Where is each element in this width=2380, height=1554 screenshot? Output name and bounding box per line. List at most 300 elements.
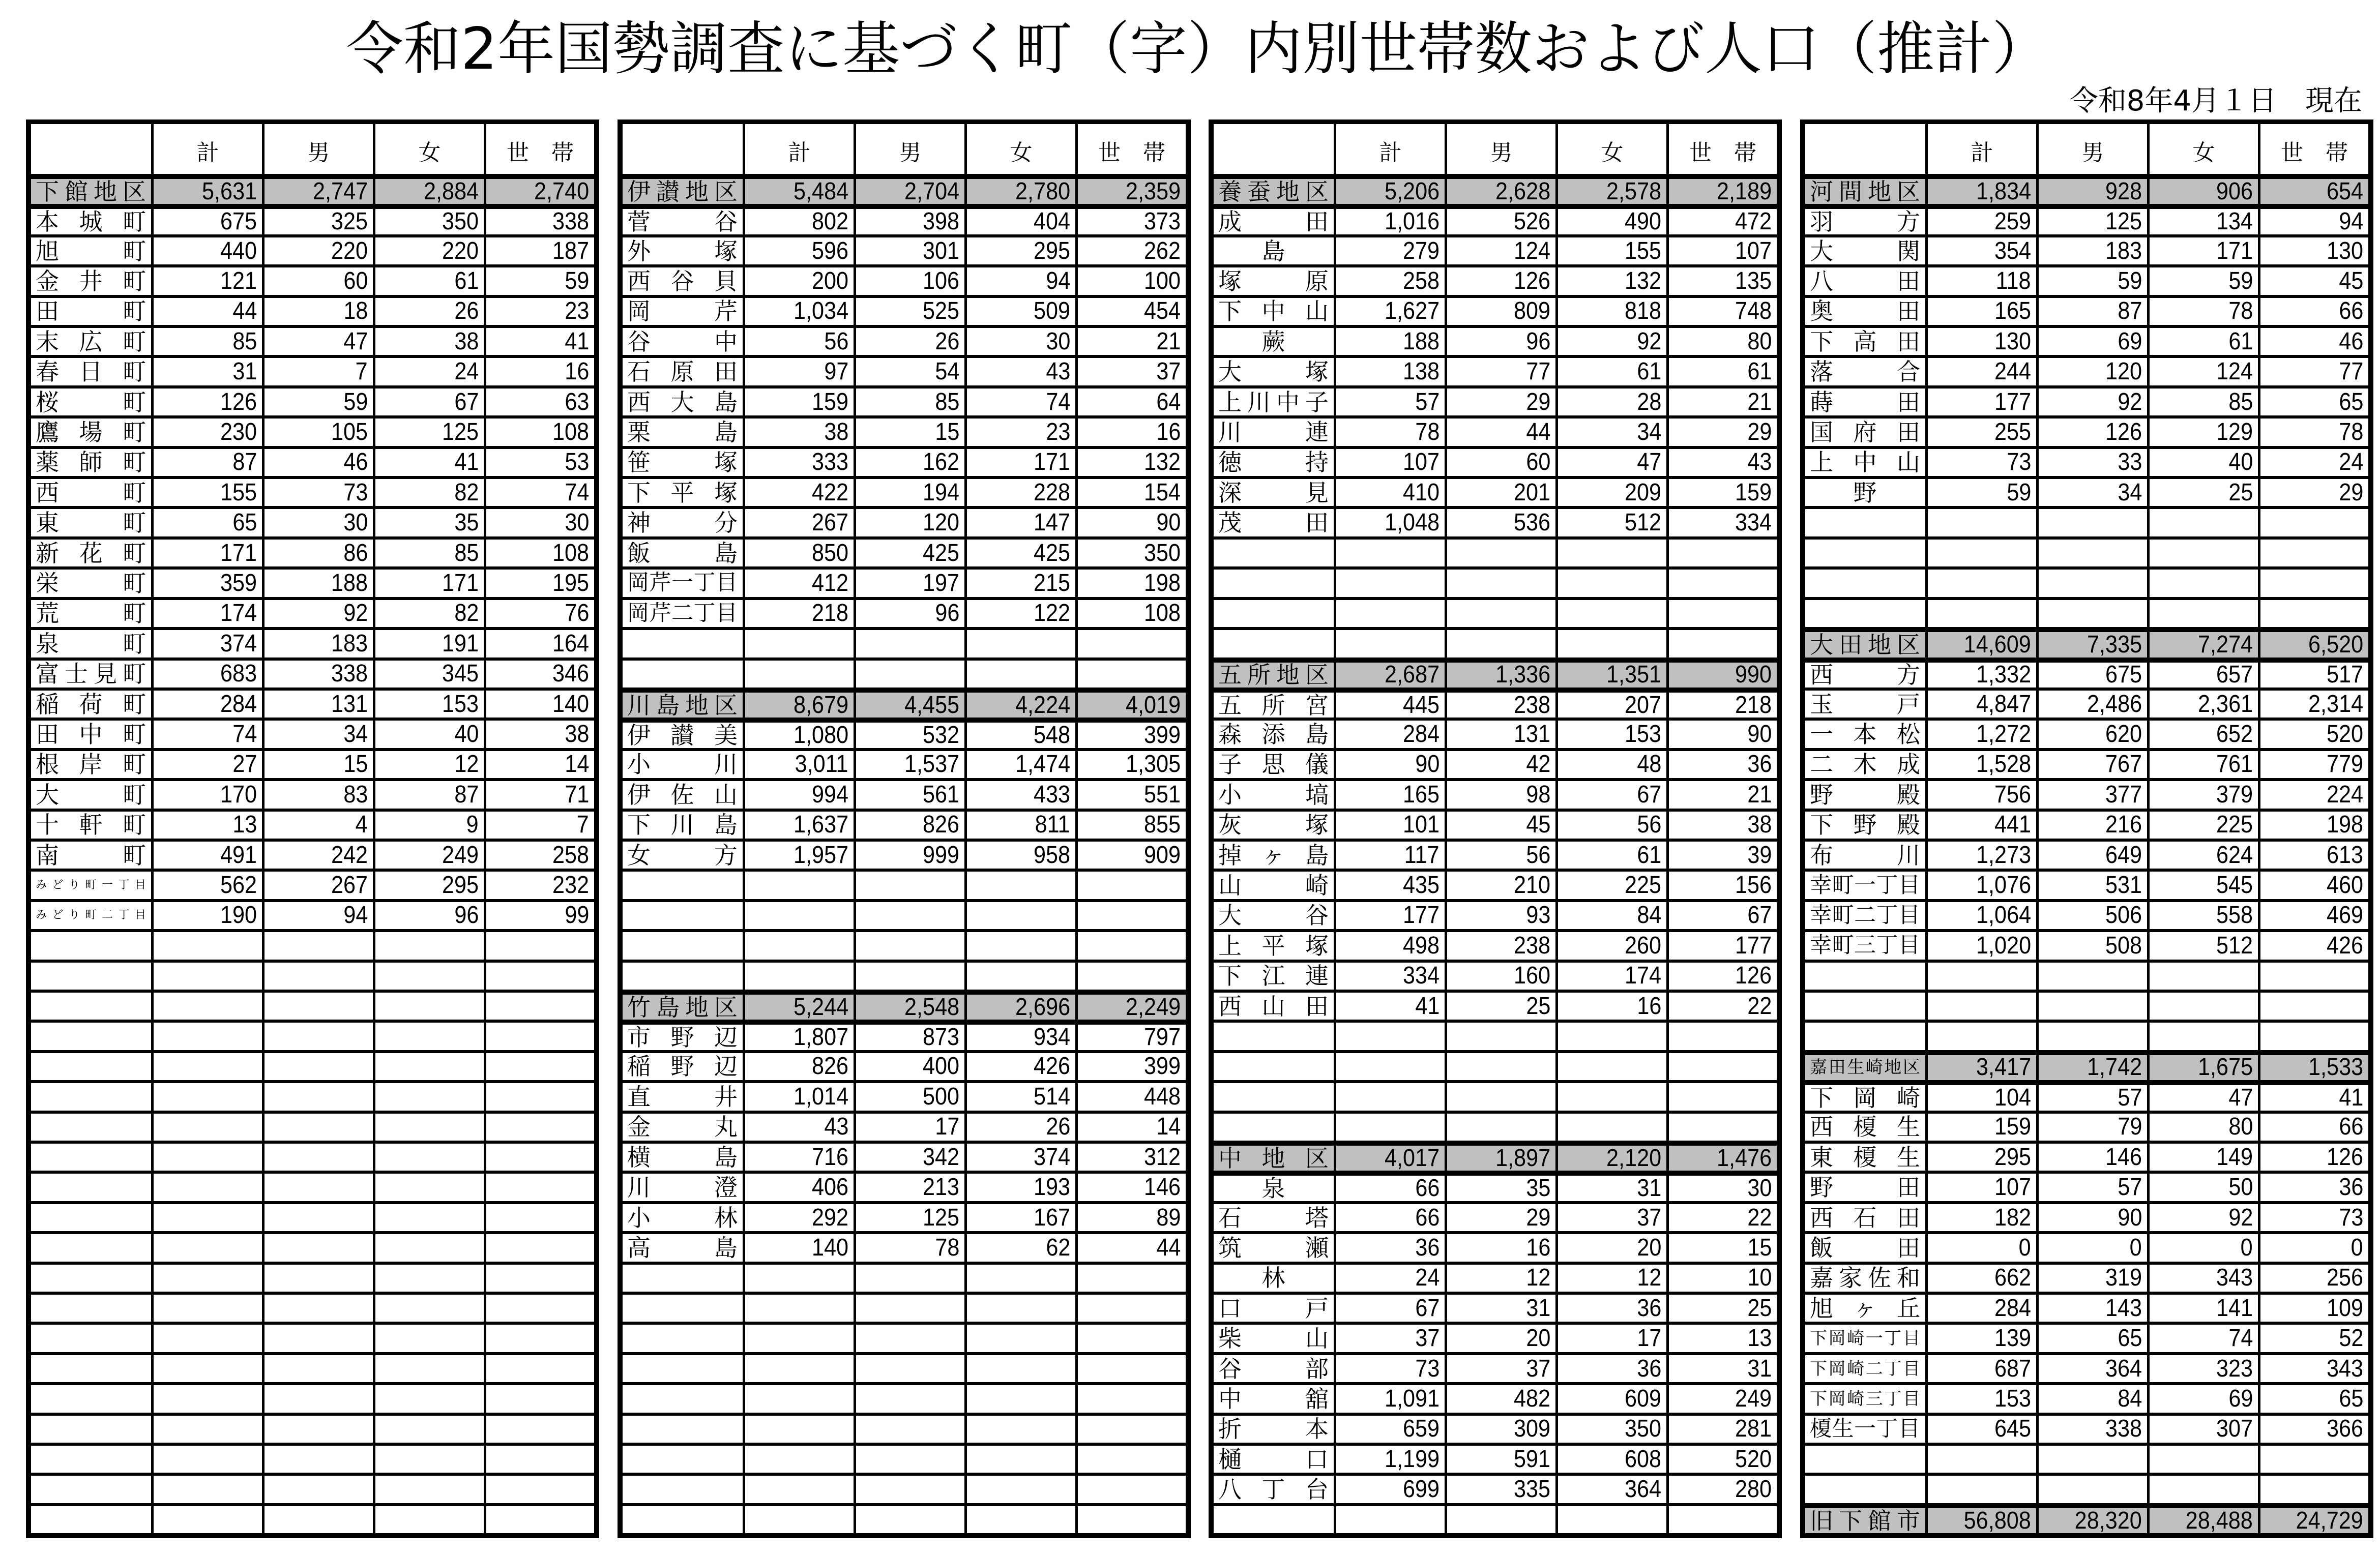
area-name-cell xyxy=(1214,1201,1334,1231)
area-name-cell xyxy=(623,1111,743,1141)
male-cell xyxy=(265,778,373,808)
households-cell xyxy=(1078,658,1186,688)
households-cell xyxy=(2260,174,2368,204)
female-cell xyxy=(967,1382,1075,1412)
households-value: 71 xyxy=(564,781,589,808)
households-cell xyxy=(486,385,594,415)
name-char: 島 xyxy=(714,811,738,839)
name-char: 花 xyxy=(79,539,103,567)
area-name-cell xyxy=(1805,234,1925,264)
households-value: 36 xyxy=(2338,1174,2363,1201)
total-value: 36 xyxy=(1415,1234,1439,1261)
name-char: 中 xyxy=(714,327,738,355)
households-cell xyxy=(486,295,594,325)
name-char: 蚕 xyxy=(1247,177,1271,204)
name-char: 榎 xyxy=(1853,1113,1877,1141)
female-cell xyxy=(375,658,484,688)
name-char: 島 xyxy=(714,388,738,416)
male-cell xyxy=(2039,809,2147,839)
female-cell xyxy=(375,1080,484,1110)
name-char: 川 xyxy=(670,811,694,839)
name-char: 泉 xyxy=(36,630,59,658)
area-name-cell xyxy=(1805,1171,1925,1201)
name-char: 山 xyxy=(1261,992,1285,1020)
total-cell xyxy=(745,929,854,959)
households-cell xyxy=(486,1080,594,1110)
households-value: 135 xyxy=(1735,267,1772,294)
households-cell xyxy=(486,688,594,718)
total-value: 117 xyxy=(1404,841,1439,869)
female-value: 17 xyxy=(1636,1325,1661,1352)
area-name-cell xyxy=(31,446,151,476)
name-char: 岡 xyxy=(1828,1328,1846,1349)
households-value: 0 xyxy=(2350,1234,2363,1261)
male-value: 98 xyxy=(1525,781,1550,808)
households-cell xyxy=(1669,325,1777,355)
area-name-cell xyxy=(1805,1352,1925,1382)
female-cell xyxy=(375,1020,484,1050)
female-cell xyxy=(967,264,1075,294)
total-value: 1,020 xyxy=(1976,932,2031,959)
households-cell xyxy=(2260,1020,2368,1050)
female-value: 295 xyxy=(442,872,479,899)
total-cell xyxy=(1336,960,1445,990)
households-cell xyxy=(2260,415,2368,445)
area-name-cell xyxy=(1214,658,1334,688)
total-cell xyxy=(745,355,854,385)
name-char: 谷 xyxy=(670,267,694,295)
name-char: 部 xyxy=(1305,1355,1329,1383)
name-char: 下 xyxy=(1810,811,1833,839)
name-char: 下 xyxy=(627,811,651,839)
name-char: 小 xyxy=(1218,781,1242,809)
female-cell xyxy=(1558,1413,1666,1443)
male-cell xyxy=(2039,990,2147,1020)
male-value: 809 xyxy=(1513,297,1550,325)
total-value: 78 xyxy=(1415,418,1439,445)
female-cell xyxy=(375,1171,484,1201)
name-char: 目 xyxy=(1902,1358,1920,1379)
female-cell xyxy=(375,1352,484,1382)
name-char: 大 xyxy=(36,781,59,809)
name-char: 儀 xyxy=(1305,751,1329,779)
households-cell xyxy=(2260,566,2368,596)
female-cell xyxy=(375,1443,484,1473)
name-char: 岡 xyxy=(627,570,649,596)
total-value: 410 xyxy=(1402,479,1439,506)
male-value: 78 xyxy=(934,1234,959,1261)
area-name-cell xyxy=(31,1141,151,1171)
male-value: 2,704 xyxy=(904,177,959,204)
area-name-cell xyxy=(31,566,151,596)
name-char: 下 xyxy=(1810,1084,1833,1111)
name-char: 澄 xyxy=(714,1174,738,1201)
female-value: 191 xyxy=(442,630,479,657)
male-cell xyxy=(265,1262,373,1292)
total-cell xyxy=(1336,506,1445,536)
total-value: 1,014 xyxy=(793,1083,848,1110)
male-cell xyxy=(265,990,373,1020)
total-cell xyxy=(1928,1352,2036,1382)
households-cell xyxy=(1078,1171,1186,1201)
male-cell xyxy=(856,385,964,415)
total-cell xyxy=(1928,990,2036,1020)
households-value: 2,189 xyxy=(1716,177,1772,204)
male-value: 999 xyxy=(922,841,959,869)
households-cell xyxy=(2260,597,2368,627)
female-cell xyxy=(1558,627,1666,657)
total-value: 13 xyxy=(232,811,257,839)
area-name-cell xyxy=(623,869,743,899)
male-value: 2,628 xyxy=(1495,177,1550,204)
name-char: 町 xyxy=(123,690,146,718)
female-value: 24 xyxy=(454,358,479,385)
total-value: 334 xyxy=(1402,962,1439,990)
female-value: 92 xyxy=(1636,327,1661,355)
female-value: 295 xyxy=(1033,237,1070,264)
total-cell xyxy=(745,476,854,506)
total-cell xyxy=(154,990,262,1020)
households-value: 36 xyxy=(1747,751,1772,778)
male-value: 125 xyxy=(2105,208,2142,234)
households-value: 63 xyxy=(564,388,589,415)
total-cell xyxy=(1336,1080,1445,1110)
name-char: 玉 xyxy=(1810,690,1833,718)
area-name-cell xyxy=(31,1382,151,1412)
male-cell xyxy=(1447,1080,1555,1110)
households-cell xyxy=(2260,446,2368,476)
total-cell xyxy=(154,960,262,990)
name-char: 区 xyxy=(1305,177,1329,204)
name-char: 町 xyxy=(85,909,97,922)
total-value: 422 xyxy=(811,479,848,506)
total-cell xyxy=(1928,718,2036,748)
male-cell xyxy=(1447,658,1555,688)
male-cell xyxy=(1447,1201,1555,1231)
male-value: 188 xyxy=(331,569,368,596)
female-cell xyxy=(375,1141,484,1171)
male-value: 77 xyxy=(1525,358,1550,385)
name-char: 町 xyxy=(123,297,146,325)
households-value: 99 xyxy=(564,902,589,929)
male-cell xyxy=(1447,839,1555,869)
female-cell xyxy=(967,1080,1075,1110)
total-value: 498 xyxy=(1402,932,1439,959)
male-cell xyxy=(265,234,373,264)
total-value: 359 xyxy=(220,569,257,596)
name-char: み xyxy=(36,879,47,892)
male-cell xyxy=(1447,415,1555,445)
total-value: 1,064 xyxy=(1976,902,2031,929)
total-value: 14,609 xyxy=(1963,631,2031,658)
total-cell xyxy=(154,627,262,657)
area-name-cell xyxy=(1214,264,1334,294)
male-cell xyxy=(1447,1382,1555,1412)
female-cell xyxy=(375,1473,484,1503)
area-name-cell xyxy=(1805,566,1925,596)
total-cell xyxy=(1336,869,1445,899)
area-name-cell xyxy=(1214,1050,1334,1080)
female-cell xyxy=(375,1503,484,1533)
male-value: 536 xyxy=(1513,509,1550,536)
area-name-cell xyxy=(623,234,743,264)
area-name-cell xyxy=(1805,839,1925,869)
households-value: 613 xyxy=(2326,841,2363,869)
male-cell xyxy=(856,809,964,839)
male-value: 120 xyxy=(922,509,959,536)
male-cell xyxy=(856,990,964,1020)
name-char: 一 xyxy=(1854,1416,1876,1442)
female-value: 94 xyxy=(1045,267,1070,294)
female-value: 85 xyxy=(2228,388,2253,415)
households-value: 76 xyxy=(564,600,589,627)
name-char: 島 xyxy=(1305,721,1329,748)
total-value: 87 xyxy=(232,449,257,476)
male-value: 35 xyxy=(1525,1175,1550,1201)
name-char: 東 xyxy=(1810,1143,1833,1171)
households-cell xyxy=(2260,658,2368,688)
households-cell xyxy=(486,1020,594,1050)
name-char: 瀬 xyxy=(1305,1234,1329,1262)
households-cell xyxy=(486,446,594,476)
as-of-date: 令和8年4月１日 現在 xyxy=(2069,84,2362,117)
name-char: 府 xyxy=(1853,418,1877,446)
female-cell xyxy=(2150,748,2258,778)
name-char: 野 xyxy=(1810,781,1833,809)
households-cell xyxy=(1669,1473,1777,1503)
total-cell xyxy=(745,748,854,778)
name-char: 丁 xyxy=(693,600,716,626)
households-value: 10 xyxy=(1747,1264,1772,1292)
female-cell xyxy=(375,415,484,445)
male-value: 338 xyxy=(331,660,368,688)
name-char: 菅 xyxy=(627,208,651,234)
male-cell xyxy=(2039,1141,2147,1171)
female-value: 323 xyxy=(2216,1355,2253,1382)
name-char: 伊 xyxy=(627,781,651,809)
name-char: 田 xyxy=(36,297,59,325)
male-value: 44 xyxy=(1525,418,1550,445)
female-cell xyxy=(2150,899,2258,929)
total-cell xyxy=(745,1111,854,1141)
header-blank-cell xyxy=(1805,124,1925,174)
total-cell xyxy=(745,1503,854,1533)
male-cell xyxy=(856,929,964,959)
households-cell xyxy=(486,476,594,506)
area-name-cell xyxy=(623,1050,743,1080)
area-name-cell xyxy=(1805,1020,1925,1050)
households-value: 130 xyxy=(2326,237,2363,264)
female-value: 343 xyxy=(2216,1264,2253,1292)
name-char: 荒 xyxy=(36,600,59,627)
total-cell xyxy=(1336,1171,1445,1201)
total-cell xyxy=(1928,1473,2036,1503)
male-value: 12 xyxy=(1525,1264,1550,1292)
name-char: 地 xyxy=(1884,1057,1902,1078)
total-cell xyxy=(1928,839,2036,869)
total-cell xyxy=(154,325,262,355)
total-cell xyxy=(1928,597,2036,627)
total-cell xyxy=(1928,627,2036,657)
total-cell xyxy=(745,658,854,688)
female-value: 47 xyxy=(1636,449,1661,476)
area-name-cell xyxy=(1805,627,1925,657)
total-value: 56,808 xyxy=(1963,1507,2031,1534)
households-cell xyxy=(1669,1231,1777,1261)
male-value: 60 xyxy=(343,267,368,294)
households-value: 59 xyxy=(564,267,589,294)
name-char: 町 xyxy=(123,509,146,536)
total-cell xyxy=(745,174,854,204)
area-name-cell xyxy=(623,1231,743,1261)
total-value: 1,957 xyxy=(793,841,848,869)
male-cell xyxy=(856,234,964,264)
male-cell xyxy=(1447,748,1555,778)
female-cell xyxy=(1558,1080,1666,1110)
total-value: 284 xyxy=(1994,1294,2031,1322)
total-value: 1,080 xyxy=(793,722,848,748)
total-value: 1,807 xyxy=(793,1024,848,1050)
female-value: 174 xyxy=(1624,962,1661,990)
households-value: 338 xyxy=(552,208,589,234)
female-value: 50 xyxy=(2228,1174,2253,1201)
name-char: 下 xyxy=(1810,327,1833,355)
male-value: 242 xyxy=(331,841,368,869)
name-char: 一 xyxy=(1865,1328,1883,1349)
male-cell xyxy=(1447,355,1555,385)
name-char: 添 xyxy=(1261,721,1285,748)
name-char: 区 xyxy=(1902,1057,1920,1078)
female-value: 82 xyxy=(454,600,479,627)
total-cell xyxy=(745,1473,854,1503)
total-value: 441 xyxy=(1994,811,2031,839)
households-cell xyxy=(1078,566,1186,596)
households-cell xyxy=(1669,174,1777,204)
female-cell xyxy=(1558,869,1666,899)
name-char: 目 xyxy=(1898,933,1920,959)
female-cell xyxy=(967,1231,1075,1261)
male-cell xyxy=(1447,476,1555,506)
total-cell xyxy=(154,1503,262,1533)
area-name-cell xyxy=(1805,929,1925,959)
name-char: ヶ xyxy=(1853,1294,1877,1322)
female-cell xyxy=(375,899,484,929)
households-value: 779 xyxy=(2326,751,2363,778)
male-cell xyxy=(856,566,964,596)
area-name-cell xyxy=(31,627,151,657)
households-value: 343 xyxy=(2326,1355,2363,1382)
households-value: 21 xyxy=(1747,388,1772,415)
female-cell xyxy=(967,1443,1075,1473)
female-value: 87 xyxy=(454,781,479,808)
area-name-cell xyxy=(1805,899,1925,929)
area-name-cell xyxy=(31,295,151,325)
households-value: 156 xyxy=(1735,872,1772,899)
male-value: 335 xyxy=(1513,1476,1550,1503)
area-name-cell xyxy=(1214,1171,1334,1201)
total-cell xyxy=(1336,627,1445,657)
area-name-cell xyxy=(31,869,151,899)
header-total: 計 xyxy=(1336,124,1445,174)
name-char: 旧 xyxy=(1810,1507,1833,1534)
header-female: 女 xyxy=(1558,124,1666,174)
total-value: 491 xyxy=(220,841,257,869)
female-cell xyxy=(967,446,1075,476)
female-value: 74 xyxy=(2228,1325,2253,1352)
name-char: 下 xyxy=(1218,962,1242,990)
name-char: 城 xyxy=(79,208,103,234)
households-cell xyxy=(2260,1050,2368,1080)
female-value: 124 xyxy=(2216,358,2253,385)
name-char: 野 xyxy=(1810,1174,1833,1201)
area-name-cell xyxy=(623,355,743,385)
area-name-cell xyxy=(31,536,151,566)
female-cell xyxy=(1558,1382,1666,1412)
header-blank-cell xyxy=(1214,124,1334,174)
total-cell xyxy=(1336,536,1445,566)
households-value: 426 xyxy=(2326,932,2363,959)
area-name-cell xyxy=(1805,809,1925,839)
name-char: 島 xyxy=(714,1143,738,1171)
male-cell xyxy=(265,1322,373,1352)
area-name-cell xyxy=(31,476,151,506)
male-cell xyxy=(1447,204,1555,234)
female-value: 67 xyxy=(454,388,479,415)
male-value: 561 xyxy=(922,781,959,808)
male-cell xyxy=(2039,899,2147,929)
female-cell xyxy=(375,929,484,959)
female-value: 167 xyxy=(1033,1204,1070,1231)
name-char: 地 xyxy=(685,177,709,204)
households-cell xyxy=(2260,1262,2368,1292)
households-value: 24,729 xyxy=(2296,1507,2363,1534)
total-cell xyxy=(154,1382,262,1412)
households-cell xyxy=(1078,627,1186,657)
male-value: 398 xyxy=(922,208,959,234)
male-cell xyxy=(856,1473,964,1503)
households-cell xyxy=(2260,748,2368,778)
households-value: 39 xyxy=(1747,841,1772,869)
total-value: 66 xyxy=(1415,1204,1439,1231)
households-value: 25 xyxy=(1747,1294,1772,1322)
name-char: 塚 xyxy=(1305,932,1329,960)
households-cell xyxy=(1078,1080,1186,1110)
total-value: 406 xyxy=(811,1174,848,1201)
households-cell xyxy=(1078,1352,1186,1382)
total-value: 435 xyxy=(1402,872,1439,899)
total-cell xyxy=(745,385,854,415)
area-name-cell xyxy=(1214,1111,1334,1141)
area-name-cell xyxy=(1214,295,1334,325)
male-cell xyxy=(856,415,964,445)
male-cell xyxy=(1447,929,1555,959)
male-value: 15 xyxy=(343,751,368,778)
total-value: 159 xyxy=(1994,1113,2031,1141)
area-name-cell xyxy=(1214,1262,1334,1292)
female-cell xyxy=(1558,1201,1666,1231)
households-cell xyxy=(486,1111,594,1141)
male-cell xyxy=(265,1231,373,1261)
name-char: 下 xyxy=(627,479,651,506)
area-name-cell xyxy=(623,778,743,808)
households-cell xyxy=(1078,1292,1186,1322)
total-cell xyxy=(1928,1050,2036,1080)
male-cell xyxy=(2039,536,2147,566)
households-cell xyxy=(486,1382,594,1412)
female-cell xyxy=(375,446,484,476)
households-value: 551 xyxy=(1143,781,1181,808)
male-cell xyxy=(265,536,373,566)
